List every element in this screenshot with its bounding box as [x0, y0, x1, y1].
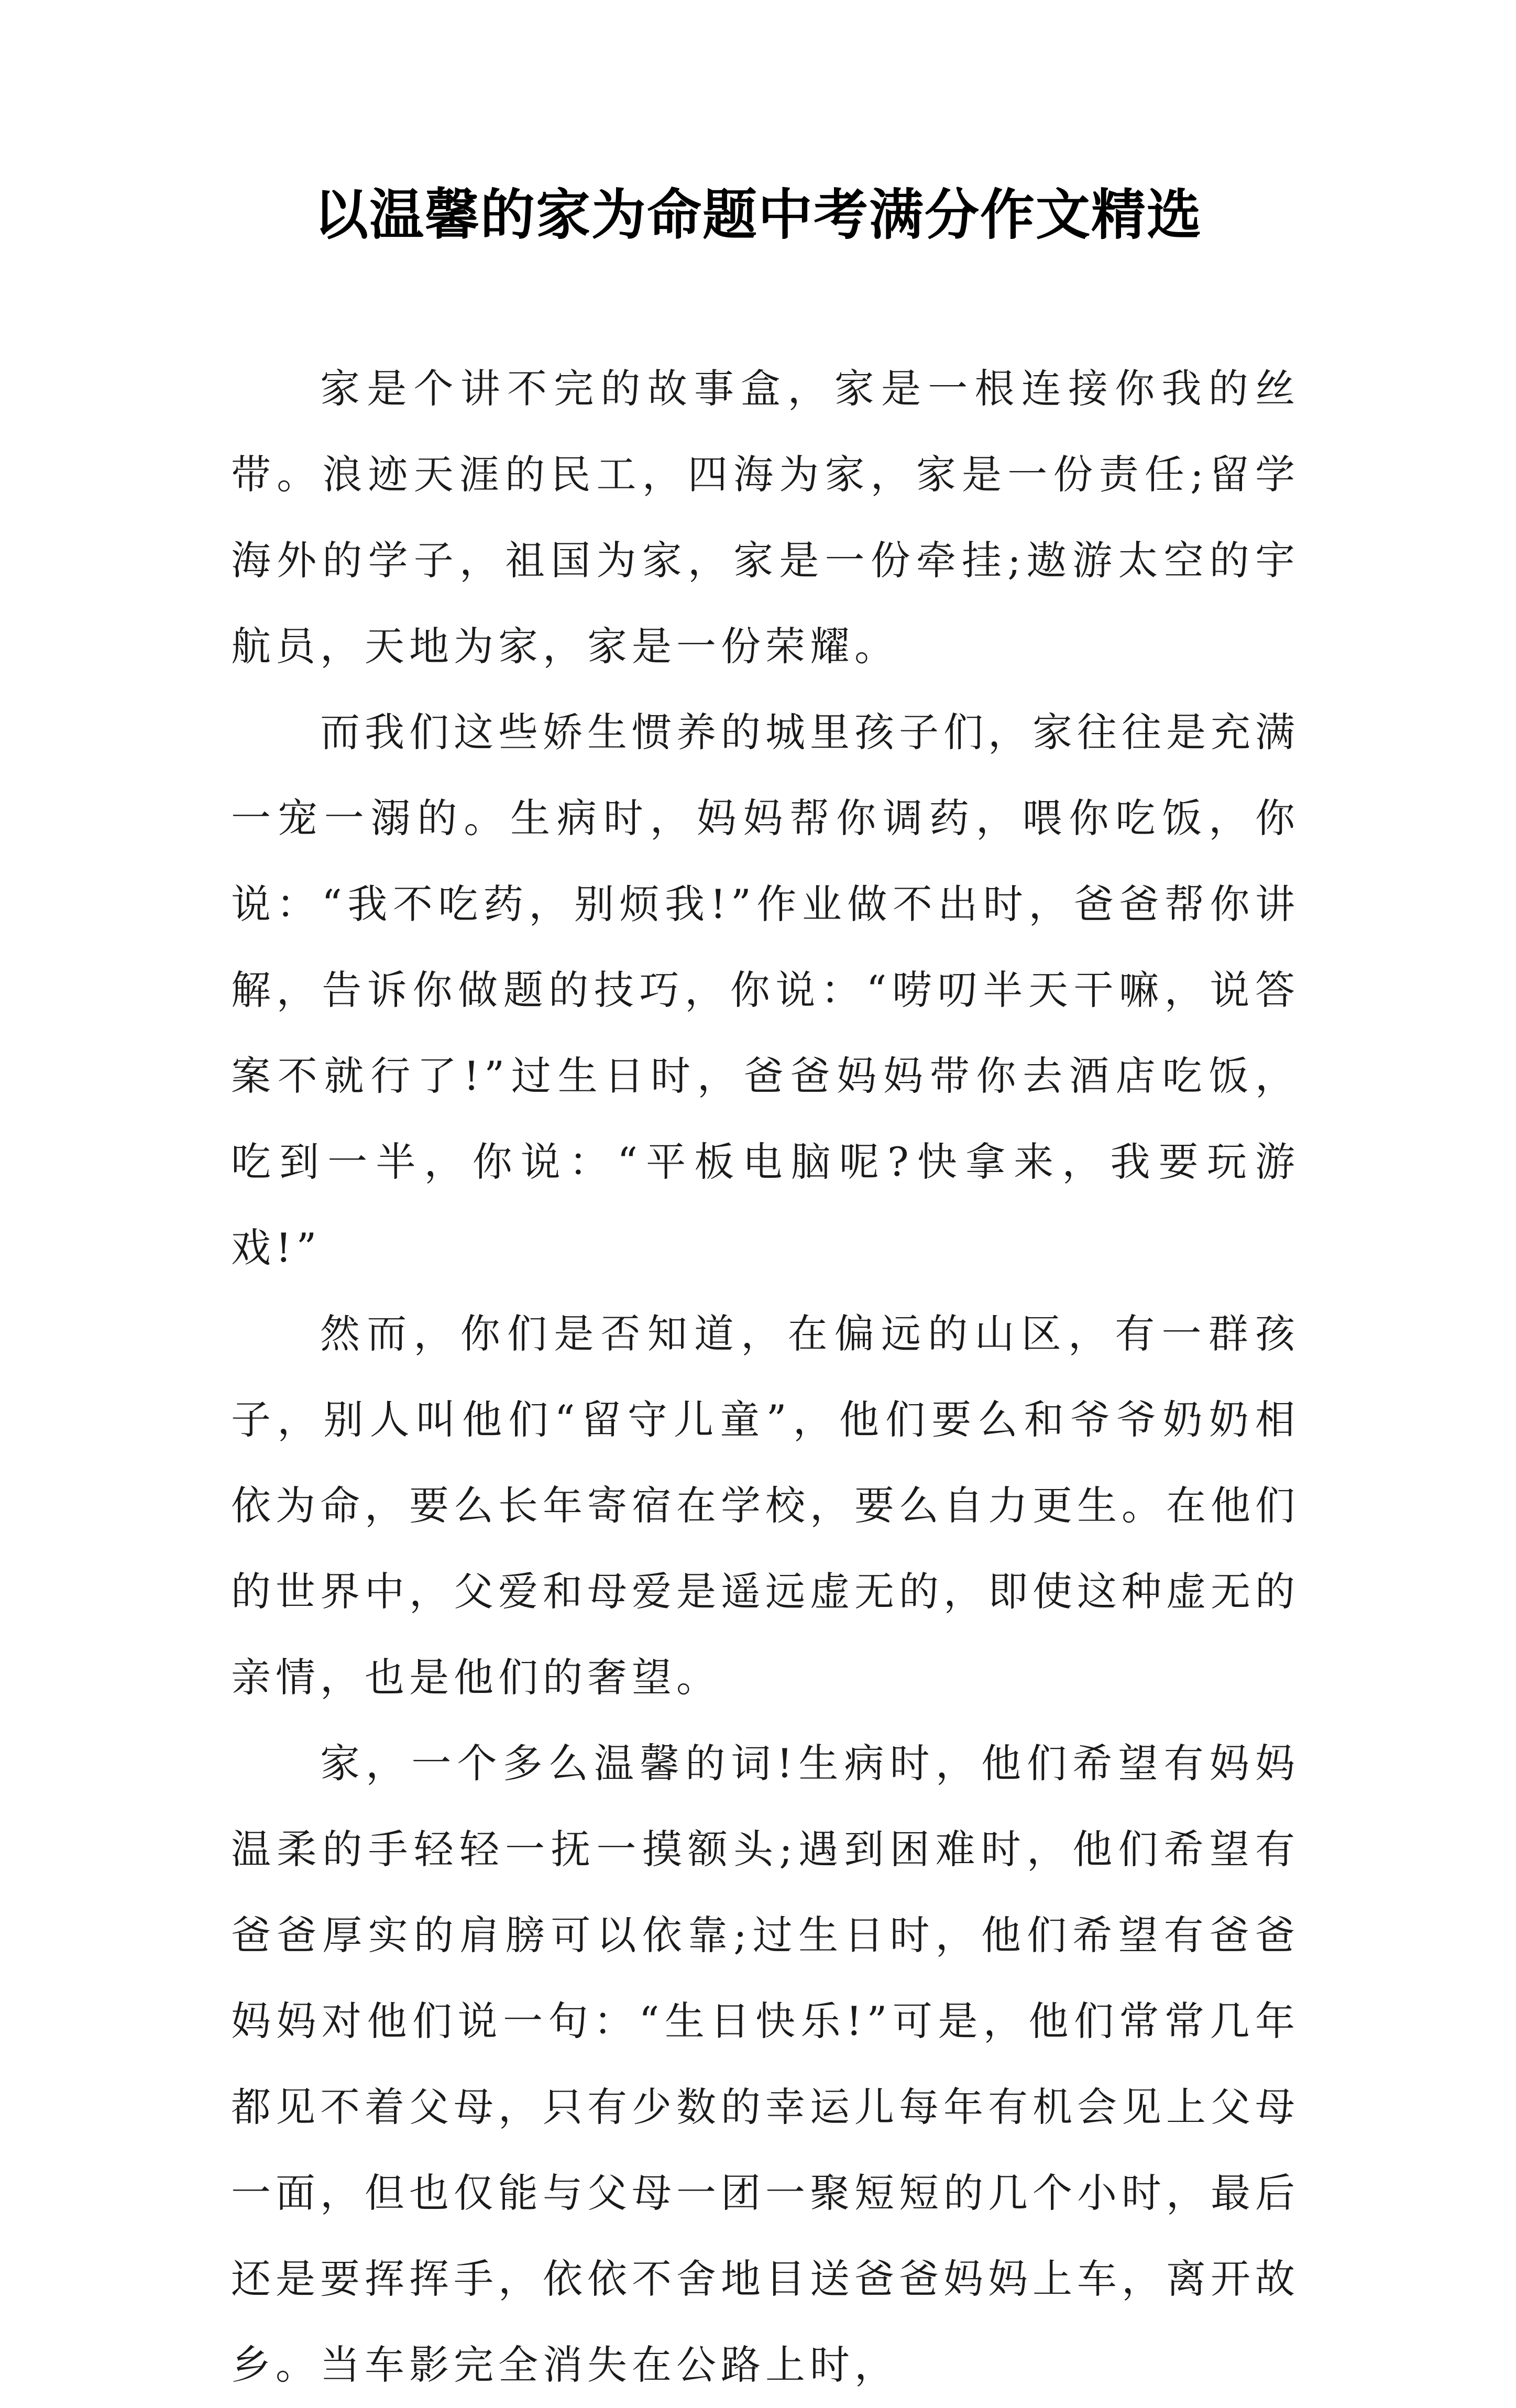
document-title: 以温馨的家为命题中考满分作文精选 — [313, 182, 1202, 247]
paragraph-2: 而我们这些娇生惯养的城里孩子们，家往往是充满一宠一溺的。生病时，妈妈帮你调药，喂你吃饭，你说：“我不吃药，别烦我!”作业做不出时，爸爸帮你讲解，告诉你做题的技巧，你说：“唠叨半天干嘛，说答案不就行了!”过生日时，爸爸妈妈带你去酒店吃饭，吃到一半，你说：“平板电脑呢?快拿来，我要玩游戏!” — [231, 709, 1300, 1271]
paragraph-4: 家，一个多么温馨的词!生病时，他们希望有妈妈温柔的手轻轻一抚一摸额头;遇到困难时，他们希望有爸爸厚实的肩膀可以依靠;过生日时，他们希望有爸爸妈妈对他们说一句：“生日快乐!”可是，他们常常几年都见不着父母，只有少数的幸运儿每年有机会见上父母一面，但也仅能与父母一团一聚短短的几个小时，最后还是要挥挥手，依依不舍地目送爸爸妈妈上车，离开故乡。当车影完全消失在公路上时， — [231, 1740, 1300, 2388]
paragraph-3: 然而，你们是否知道，在偏远的山区，有一群孩子，别人叫他们“留守儿童”，他们要么和爷爷奶奶相依为命，要么长年寄宿在学校，要么自力更生。在他们的世界中，父爱和母爱是遥远虚无的，即使这种虚无的亲情，也是他们的奢望。 — [231, 1310, 1300, 1701]
paragraph-1: 家是个讲不完的故事盒，家是一根连接你我的丝带。浪迹天涯的民工，四海为家，家是一份责任;留学海外的学子，祖国为家，家是一份牵挂;遨游太空的宇航员，天地为家，家是一份荣耀。 — [231, 365, 1300, 670]
document-body — [231, 346, 1300, 2408]
